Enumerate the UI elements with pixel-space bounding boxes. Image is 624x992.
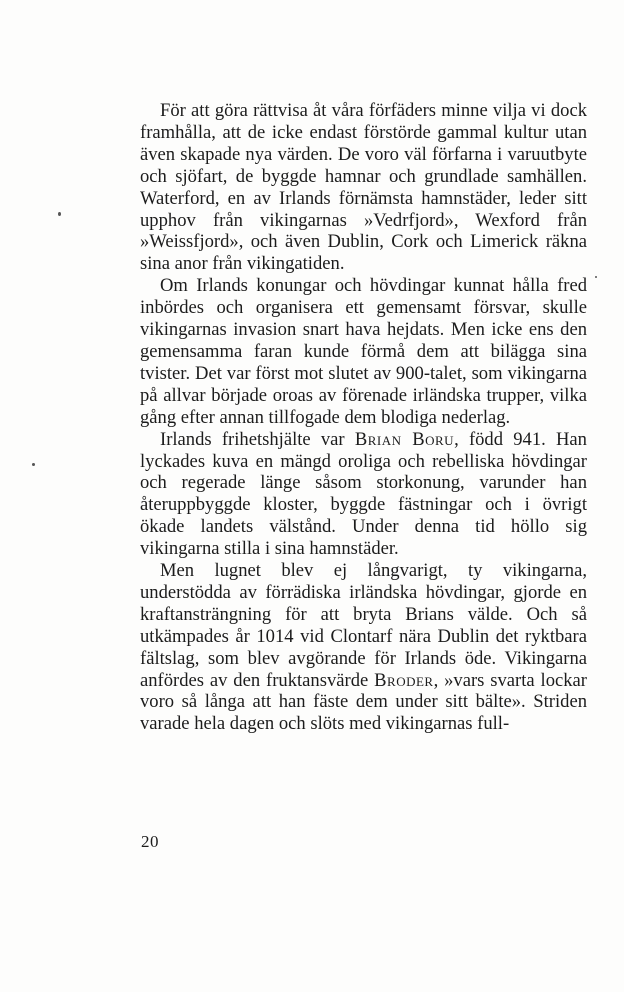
paragraph-2-text: Om Irlands konungar och hövdingar kunnat hålla fred inbördes och organisera ett gemensamt försvar, skulle vikingarnas invasion snart hava hejdats. Men icke ens den gemensamma faran kunde förmå dem att bilägga sina tvister. Det var först mot slutet av 900-talet, som vikingarna på allvar började oroas av förenade irländska trupper, vilka gång efter annan tillfogade dem blodiga nederlag. [140, 275, 587, 428]
person-name-brian-boru: Brian Boru [354, 428, 455, 450]
paragraph-3-text-start: Irlands frihetshjälte var [160, 428, 355, 450]
body-text [140, 100, 587, 735]
paragraph-1-text: För att göra rättvisa åt våra förfäders minne vilja vi dock framhålla, att de icke endast förstörde gammal kultur utan även skapade nya värden. De voro väl förfarna i varuutbyte och sjöfart, de byggde hamnar och grundlade samhällen. Waterford, en av Irlands förnämsta hamnstäder, leder sitt upphov från vikingarnas »Vedrfjord», Wexford från »Weissfjord», och även Dublin, Cork och Limerick räkna sina anor från vikingatiden. [140, 100, 587, 275]
paragraph-3-text-end: , född 941. Han lyckades kuva en mängd oroliga och rebelliska hövdingar och regerade länge såsom storkonung, varunder han återuppbyggde kloster, byggde fästningar och i övrigt ökade landets välstånd. Under denna tid höllo sig vikingarna stilla i sina hamnstäder. [140, 428, 587, 560]
paragraph-3 [140, 429, 587, 560]
paragraph-4-text-start: Men lugnet blev ej långvarigt, ty vikingarna, understödda av förrädiska irländska hövdingar, gjorde en kraftansträngning för att bryta Brians välde. Och så utkämpades år 1014 vid Clontarf nära Dublin det ryktbara fältslag, som blev avgörande för Irlands öde. Vikingarna anfördes av den fruktansvärde [140, 560, 587, 691]
paragraph-1 [140, 100, 587, 275]
scan-speck-3 [595, 276, 597, 278]
paragraph-4-text-end: , »vars svarta lockar voro så långa att han fäste dem under sitt bälte». Striden varade hela dagen och slöts med vikingarnas full- [140, 669, 587, 735]
scan-speck-1 [58, 212, 61, 216]
paragraph-2 [140, 275, 587, 428]
page-number: 20 [141, 832, 159, 851]
person-name-broder: Broder [374, 669, 434, 691]
scan-speck-2 [32, 463, 35, 466]
paragraph-4 [140, 560, 587, 735]
